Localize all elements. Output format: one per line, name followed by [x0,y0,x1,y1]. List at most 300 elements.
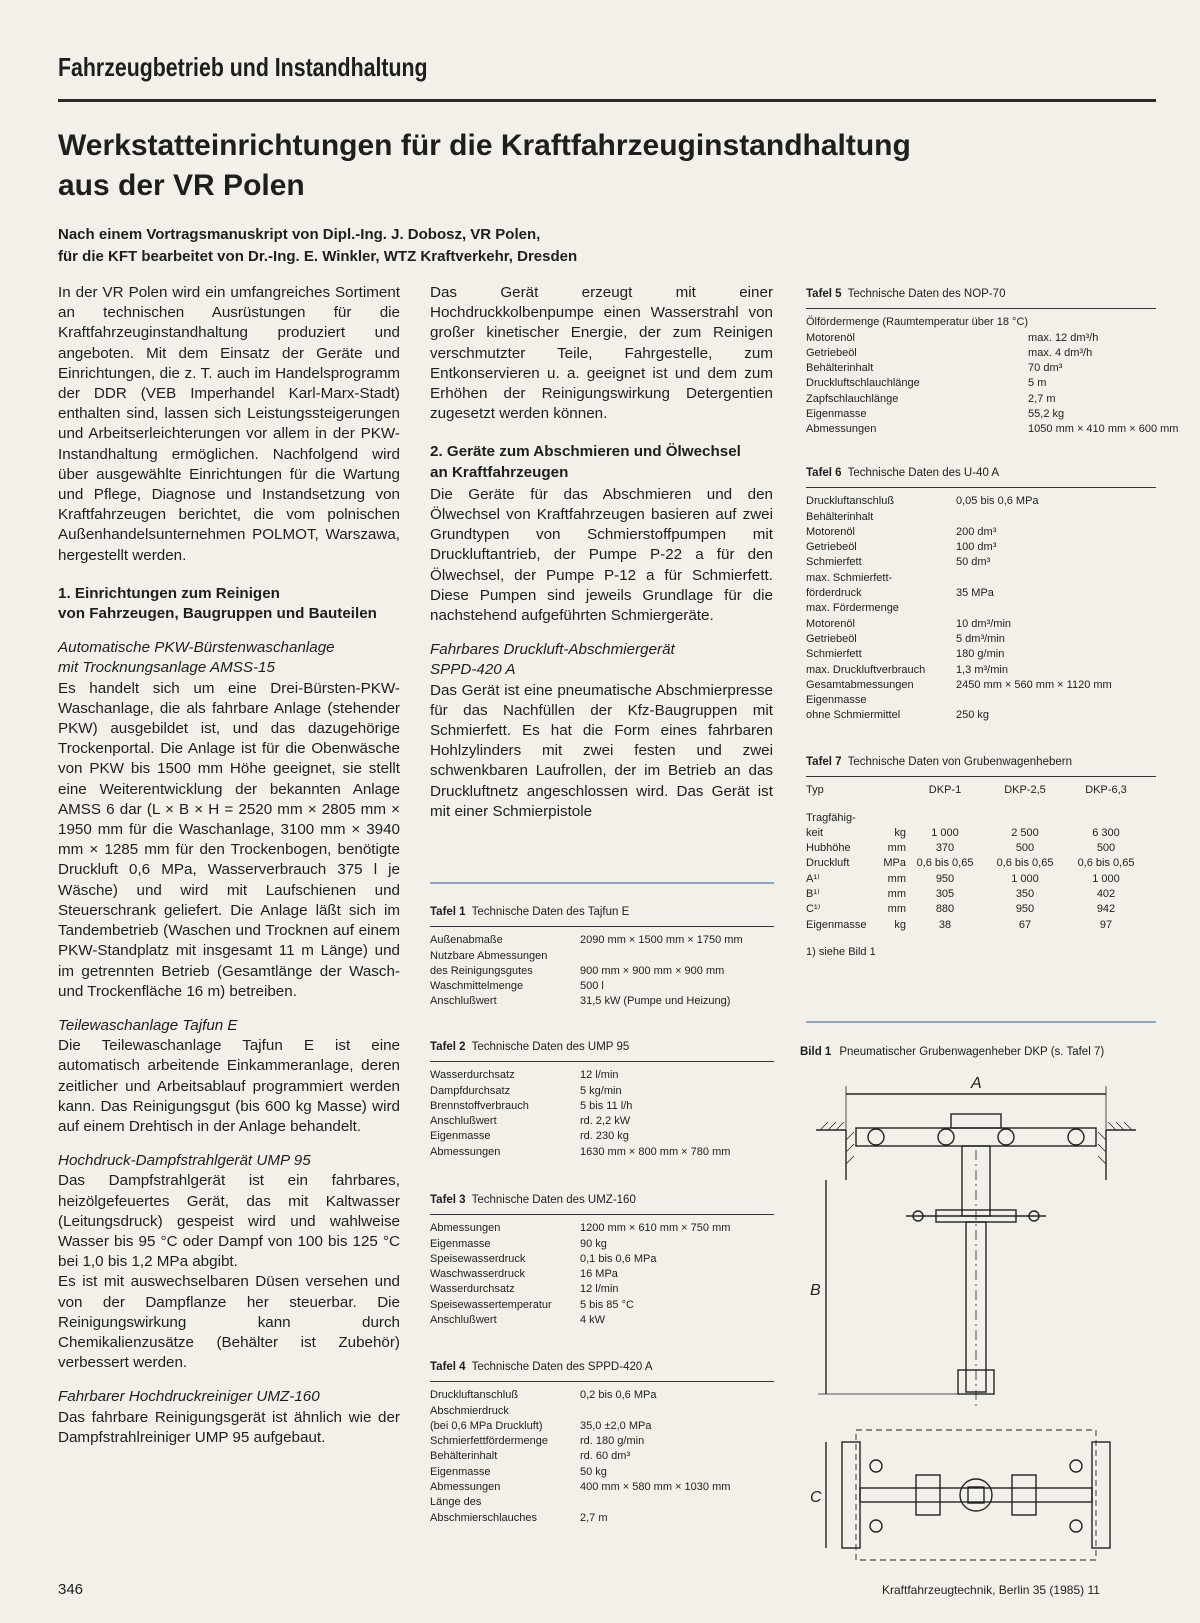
paragraph-sppd: Das Gerät ist eine pneumatische Abschmierpresse für das Nachfüllen der Kfz-Baugruppen mit Schmierfett. Es hat die Form eines fahrbaren Hohlzylinders mit zwei festen und zwei schwenkbaren Laufrollen, der im Betrieb an das Druckluftnetz angeschlossen wird. Das Gerät ist mit einer Schmierpistole [430,681,773,820]
row-label: förderdruck [806,587,862,600]
heading-1-line-1: 1. Einrichtungen zum Reinigen [58,584,280,602]
tafel-6-title: Technische Daten des U-40 A [847,467,1000,479]
tafel-7-table [806,783,1146,933]
row-value [1028,315,1178,330]
subheading-sppd-line-1: Fahrbares Druckluft-Abschmiergerät [430,641,675,659]
row-value: 35,0 ±2,0 MPa [580,1419,652,1432]
table-row [806,510,1112,525]
row-value [580,949,743,964]
row-label: max. Druckluftverbrauch [806,663,926,676]
column-1 [58,283,400,1448]
row-label: Waschwasserdruck [430,1268,525,1281]
plan-block-right [1012,1475,1036,1515]
row-label: ohne Schmiermittel [806,709,901,722]
table-row [430,1298,730,1313]
row-label: Behälterinhalt [430,1450,498,1463]
table-cell: Eigenmasse [806,918,867,931]
subheading-amss-line-2: mit Trocknungsanlage AMSS-15 [58,659,275,677]
subheading-amss-line-1: Automatische PKW-Bürstenwaschanlage [58,639,335,657]
row-label: Getriebeöl [806,632,857,645]
row-value: 5 bis 11 l/h [580,1099,633,1112]
paragraph-umz-cont: Das Gerät erzeugt mit einer Hochdruckkolbenpumpe einen Wasserstrahl von großer kinetischer Energie, der zum Reinigen verschmutzter Teile, Fahrgestelle, zum Entkonservieren u. a. geeignet ist und dem zum Erhöhen der Reinigungswirkung Detergentien zugesetzt werden können. [430,284,773,423]
row-label: des Reinigungsgutes [430,964,533,977]
tafel-4-title: Technische Daten des SPPD-420 A [471,1361,653,1373]
table-cell: mm [887,903,906,916]
tafel-6-number: Tafel 6 [806,467,842,479]
table-cell: 1 000 [1011,872,1039,885]
lower-cylinder [966,1222,986,1392]
row-label: Behälterinhalt [806,362,874,375]
table-row [430,1449,730,1464]
table-row [806,361,1178,376]
table-cell: 402 [1096,888,1116,901]
table-cell: Hubhöhe [806,842,851,855]
table-row [806,918,1146,933]
table-row [430,1511,730,1526]
table-row [430,1465,730,1480]
heading-section-2 [430,442,773,482]
row-value [580,1404,730,1419]
row-value: 250 kg [956,709,990,722]
table-row [430,1480,730,1495]
paragraph-ump: Das Dampfstrahlgerät ist ein fahrbares, heizölgefeuertes Gerät, das mit Kaltwasser (Leitungsdruck) gespeist wird und wahlweise Wasser bis 95 °C oder Dampf von 100 bis 125 °C bei 1,0 bis 1,2 MPa abgibt. [58,1172,400,1271]
table-cell: 305 [935,888,955,901]
table-cell: Tragfähig- [806,811,856,824]
plan-wheel-1 [870,1460,882,1472]
table-row [806,693,1112,708]
row-label: Waschmittelmenge [430,980,524,993]
table-row [806,811,1146,826]
table-row [430,1237,730,1252]
row-label: Gesamtabmessungen [806,678,914,691]
head-block [951,1114,1001,1128]
tafel-4-rule [430,1381,774,1382]
table-cell: MPa [883,857,906,870]
subheading-amss [58,638,400,678]
table-cell: 1 000 [1092,872,1120,885]
row-label: Zapfschlauchlänge [806,392,899,405]
table-cell [984,811,1066,826]
table-row [430,994,743,1009]
row-value: 90 kg [580,1237,607,1250]
row-value: max. 4 dm³/h [1028,346,1093,359]
paragraph-amss: Es handelt sich um eine Drei-Bürsten-PKW-Waschanlage, die als fahrbare Anlage (stehender PKW) ausgebildet ist, und das dazugehörige Trockenportal. Die Anlage ist für die Obenwäsche von PKW bis 1500 mm Höhe geeignet, sie stellt eine Weiterentwicklung der bekannten Anlage AMSS 6 dar (L × B × H = 2520 mm × 2805 mm × 1950 mm für die Waschanlage, 3100 mm × 3940 mm × 1285 mm für den Trockenbogen, benötigte Druckluft 0,6 MPa, Wasserverbrauch 375 l je Wäsche) und wird mit Laufschienen und Steuerschrank geliefert. Die Anlage läßt sich im Tandembetrieb (Waschen und Trocknen auf einem PKW-Standplatz mit insgesamt 11 m Länge) und im getrennten Betrieb (Gesamtlänge der Wasch- und Trockenfläche 16 m) betreiben. [58,679,400,1000]
table-cell: C¹⁾ [806,903,821,916]
table-row [806,586,1112,601]
table-cell: A¹⁾ [806,872,820,885]
paragraph-tajfun: Die Teilewaschanlage Tajfun E ist eine automatisch arbeitende Einkammeranlage, deren zeitlicher und Arbeitsablauf programmiert werden kann. Das Reinigungsgut (bis 600 kg Masse) wird auf einem Drehtisch in der Anlage behandelt. [58,1037,400,1135]
row-value: 1630 mm × 800 mm × 780 mm [580,1145,731,1158]
subheading-sppd [430,640,773,680]
table-cell: 942 [1096,903,1116,916]
table-row [430,949,743,964]
row-label: Abmessungen [430,1222,501,1235]
table-row [430,979,743,994]
table-row [806,663,1112,678]
table-row [430,1145,730,1160]
table-row [806,678,1112,693]
tafel-6 [806,466,1156,724]
table-cell: kg [894,918,906,931]
figure-number: Bild 1 [800,1046,832,1058]
row-label: Schmierfett [806,648,862,661]
table-row [430,1282,730,1297]
table-cell: 38 [938,918,952,931]
tafel-6-table [806,494,1112,723]
column-header: DKP-6,3 [1085,784,1127,797]
table-row [430,1084,730,1099]
tafel-2-number: Tafel 2 [430,1041,466,1053]
row-label: Anschlußwert [430,1314,497,1327]
row-value: 2090 mm × 1500 mm × 1750 mm [580,934,743,947]
table-cell: kg [894,826,906,839]
figure-caption [800,1046,1104,1058]
table-row [806,555,1112,570]
column-header: Typ [806,784,824,797]
table-cell: keit [806,826,824,839]
row-value: 0,1 bis 0,6 MPa [580,1252,657,1265]
tafel-7 [806,755,1156,960]
tafel-1-title: Technische Daten des Tajfun E [471,906,630,918]
table-cell: 950 [1015,903,1035,916]
table-row [806,632,1112,647]
table-row [806,392,1178,407]
beam-roller-left [868,1129,884,1145]
row-label: Druckluftanschluß [806,495,895,508]
heading-1-line-2: von Fahrzeugen, Baugruppen und Bauteilen [58,605,377,623]
table-cell: 350 [1015,888,1035,901]
row-value: 400 mm × 580 mm × 1030 mm [580,1481,731,1494]
article-title [58,126,1138,206]
plan-left-rail [842,1442,860,1548]
row-value: max. 12 dm³/h [1028,331,1099,344]
section-heading: Fahrzeugbetrieb und Instandhaltung [58,52,428,82]
heading-section-1 [58,584,400,624]
row-value: rd. 60 dm³ [580,1450,631,1463]
tafel-1-number: Tafel 1 [430,906,466,918]
row-label: Nutzbare Abmessungen [430,949,548,962]
table-cell: 2 500 [1011,826,1039,839]
intro-paragraph: In der VR Polen wird ein umfangreiches Sortiment an technischen Ausrüstungen für die Kraftfahrzeuginstandhaltung produziert und angeboten. Mit dem Einsatz der Geräte und Einrichtungen, die z. T. auch im Handelsprogramm der DDR (VEB Imperhandel Karl-Marx-Stadt) enthalten sind, lassen sich Leistungssteigerungen und Arbeitserleichterungen vor allem in der PKW-Instandhaltung ermöglichen. Nachfolgend wird über ausgewählte Einrichtungen für die Wartung und Pflege, Diagnose und Instandsetzung von Kraftfahrzeugen berichtet, die vom polnischen Außenhandelsunternehmen POLMOT, Warszawa, hergestellt werden. [58,284,400,564]
tafel-5-title: Technische Daten des NOP-70 [847,288,1006,300]
table-row [806,826,1146,841]
tafel-4-number: Tafel 4 [430,1361,466,1373]
title-line-1: Werkstatteinrichtungen für die Kraftfahrzeuginstandhaltung [58,129,911,162]
byline [58,224,577,268]
table-row [430,933,743,948]
row-label: Abschmierschlauches [430,1511,537,1524]
row-value: 55,2 kg [1028,408,1065,421]
table-row [806,887,1146,902]
table-row [430,1495,730,1510]
support-left [816,1122,854,1180]
plan-cylinder-core [968,1487,984,1503]
journal-footer: Kraftfahrzeugtechnik, Berlin 35 (1985) 11 [882,1583,1100,1597]
tafel-5-rule [806,308,1156,309]
table-row [806,540,1112,555]
column-header: DKP-1 [928,784,962,797]
row-value: 200 dm³ [956,525,997,538]
tafel-3 [430,1193,774,1328]
row-label: Abschmierdruck [430,1404,509,1417]
table-row [430,1252,730,1267]
row-value: 5 kg/min [580,1084,622,1097]
tafel-2 [430,1040,774,1160]
blue-separator-2 [806,1021,1156,1023]
table-row [806,902,1146,917]
tafel-7-caption [806,755,1156,770]
plan-outline [856,1430,1096,1560]
row-value [956,571,1112,586]
row-label: Schmierfett [806,556,862,569]
table-row [806,315,1178,330]
tafel-1 [430,905,774,1010]
row-label: (bei 0,6 MPa Druckluft) [430,1419,543,1432]
tafel-7-number: Tafel 7 [806,756,842,768]
table-row [430,1221,730,1236]
tafel-3-caption [430,1193,774,1208]
row-label: Speisewassertemperatur [430,1298,552,1311]
heading-2-line-1: 2. Geräte zum Abschmieren und Ölwechsel [430,443,741,461]
table-row [430,1419,730,1434]
column-header [868,783,906,810]
table-row [430,1404,730,1419]
label-c: C [810,1489,822,1506]
column-2 [430,283,773,822]
subheading-ump: Hochdruck-Dampfstrahlgerät UMP 95 [58,1152,311,1170]
table-row [806,617,1112,632]
table-row [430,964,743,979]
table-cell: mm [887,872,906,885]
column-header: DKP-2,5 [1004,784,1046,797]
row-value: 180 g/min [956,648,1005,661]
row-value: 1200 mm × 610 mm × 750 mm [580,1222,731,1235]
tafel-7-rule [806,776,1156,777]
paragraph-umz: Das fahrbare Reinigungsgerät ist ähnlich wie der Dampfstrahlreiniger UMP 95 aufgebaut. [58,1408,400,1446]
subheading-sppd-line-2: SPPD-420 A [430,661,516,679]
row-value: 5 m [1028,377,1047,390]
row-value [956,693,1112,708]
table-cell: 0,6 bis 0,65 [916,857,974,870]
tafel-4-caption [430,1360,774,1375]
table-cell: 880 [935,903,955,916]
row-value: rd. 2,2 kW [580,1115,631,1128]
table-cell: 97 [1099,918,1113,931]
row-value: rd. 230 kg [580,1130,629,1143]
table-row [430,1114,730,1129]
plan-wheel-4 [1070,1520,1082,1532]
row-label: Abmessungen [806,423,877,436]
tafel-5-caption [806,287,1156,302]
row-label: Eigenmasse [430,1237,491,1250]
row-value: 0,05 bis 0,6 MPa [956,495,1039,508]
table-cell: Druckluft [806,857,850,870]
tafel-1-caption [430,905,774,920]
row-label: Speisewasserdruck [430,1252,526,1265]
row-value: 2,7 m [1028,392,1056,405]
row-label: max. Schmierfett- [806,571,893,584]
row-value: 0,2 bis 0,6 MPa [580,1389,657,1402]
row-label: Eigenmasse [806,408,867,421]
row-label: Motorenöl [806,331,855,344]
row-value: rd. 180 g/min [580,1435,645,1448]
tafel-4 [430,1360,774,1526]
table-row [806,331,1178,346]
table-cell: 67 [1018,918,1032,931]
row-label: Abmessungen [430,1145,501,1158]
plan-beam [860,1488,1092,1502]
row-label: Druckluftanschluß [430,1389,519,1402]
table-row [806,376,1178,391]
table-row [806,422,1178,437]
table-row [806,708,1112,723]
table-row [806,494,1112,509]
table-row [806,856,1146,871]
row-label: Getriebeöl [806,346,857,359]
table-cell: 500 [1096,842,1116,855]
figure-drawing [806,1070,1156,1570]
tafel-5-table [806,315,1178,437]
table-row [430,1313,730,1328]
row-value: 100 dm³ [956,541,997,554]
tafel-5-number: Tafel 5 [806,288,842,300]
row-value [580,1495,730,1510]
tafel-1-table [430,933,743,1009]
row-label: Motorenöl [806,525,855,538]
top-beam [856,1128,1096,1146]
table-row [806,407,1178,422]
paragraph-schmier: Die Geräte für das Abschmieren und den Ölwechsel von Kraftfahrzeugen basieren auf zwei Grundtypen von Schmierstoffpumpen mit Druckluftantrieb, der Pumpe P-22 a für den Ölwechsel, der Pumpe P-12 a für Schmierfett. Diese Pumpen sind jeweils Grundlage für die nachstehend aufgeführten Schmiergeräte. [430,485,773,625]
table-cell: mm [887,888,906,901]
beam-roller-mid-left [938,1129,954,1145]
tafel-3-table [430,1221,730,1328]
subheading-umz: Fahrbarer Hochdruckreiniger UMZ-160 [58,1388,320,1406]
tafel-7-title: Technische Daten von Grubenwagenhebern [847,756,1072,768]
label-a: A [971,1075,982,1092]
row-label: Eigenmasse [430,1465,491,1478]
table-cell: 1 000 [931,826,959,839]
row-value: 1050 mm × 410 mm × 600 mm [1028,423,1179,436]
row-label: Motorenöl [806,617,855,630]
row-label: Dampfdurchsatz [430,1084,511,1097]
tafel-2-table [430,1068,730,1160]
row-label: Anschlußwert [430,1115,497,1128]
row-value: 12 l/min [580,1283,619,1296]
tafel-5 [806,287,1179,438]
row-label: Länge des [430,1496,482,1509]
row-value: 50 dm³ [956,556,991,569]
tafel-1-rule [430,926,774,927]
tafel-7-note: 1) siehe Bild 1 [806,945,876,958]
table-cell: 0,6 bis 0,65 [996,857,1054,870]
plan-cylinder [960,1479,992,1511]
row-value: 500 l [580,980,604,993]
page-number: 346 [58,1581,84,1598]
table-row [806,346,1178,361]
row-label: Eigenmasse [806,694,867,707]
table-cell: mm [887,842,906,855]
table-row [806,601,1112,616]
tafel-4-table [430,1388,730,1526]
table-cell: 6 300 [1092,826,1120,839]
plan-block-left [916,1475,940,1515]
table-cell: 370 [935,842,955,855]
row-label: max. Fördermenge [806,602,899,615]
table-row [430,1068,730,1083]
table-cell: 0,6 bis 0,65 [1077,857,1135,870]
table-cell: 950 [935,872,955,885]
subheading-tajfun: Teilewaschanlage Tajfun E [58,1016,238,1034]
table-row [430,1129,730,1144]
tafel-2-title: Technische Daten des UMP 95 [471,1041,630,1053]
support-right [1098,1122,1136,1180]
table-cell [1066,811,1146,826]
row-label: Druckluftschlauchlänge [806,377,920,390]
row-label: Wasserdurchsatz [430,1069,515,1082]
table-row [430,1267,730,1282]
heading-2-line-2: an Kraftfahrzeugen [430,463,569,481]
row-value: 12 l/min [580,1069,619,1082]
table-row [806,841,1146,856]
row-value: 2,7 m [580,1511,608,1524]
row-value: 10 dm³/min [956,617,1012,630]
table-cell [868,811,906,826]
figure-caption-text: Pneumatischer Grubenwagenheber DKP (s. Tafel 7) [839,1046,1105,1058]
row-value: 5 bis 85 °C [580,1298,634,1311]
row-value [956,601,1112,616]
row-value: 50 kg [580,1465,607,1478]
tafel-3-title: Technische Daten des UMZ-160 [471,1194,636,1206]
row-value: 16 MPa [580,1268,618,1281]
beam-roller-mid-right [998,1129,1014,1145]
row-label: Abmessungen [430,1481,501,1494]
row-label: Brennstoffverbrauch [430,1099,529,1112]
row-label: Eigenmasse [430,1130,491,1143]
tafel-3-rule [430,1214,774,1215]
table-cell: 500 [1015,842,1035,855]
title-line-2: aus der VR Polen [58,169,305,202]
blue-separator [430,882,774,884]
row-label: Behälterinhalt [806,510,874,523]
row-value: 5 dm³/min [956,632,1005,645]
header-rule [58,99,1156,102]
row-value: 1,3 m³/min [956,663,1008,676]
table-cell [906,811,984,826]
tafel-2-rule [430,1061,774,1062]
row-value: 900 mm × 900 mm × 900 mm [580,964,725,977]
table-row [430,1388,730,1403]
row-value [956,510,1112,525]
table-row [806,872,1146,887]
row-label: Schmierfettfördermenge [430,1435,548,1448]
table-row [806,647,1112,662]
plan-wheel-2 [1070,1460,1082,1472]
plan-right-rail [1092,1442,1110,1548]
table-row [430,1099,730,1114]
row-label: Außenabmaße [430,934,503,947]
byline-line-1: Nach einem Vortragsmanuskript von Dipl.-Ing. J. Dobosz, VR Polen, [58,226,541,243]
tafel-2-caption [430,1040,774,1055]
plan-wheel-3 [870,1520,882,1532]
row-value: 4 kW [580,1314,606,1327]
table-row [806,525,1112,540]
tafel-3-number: Tafel 3 [430,1194,466,1206]
byline-line-2: für die KFT bearbeitet von Dr.-Ing. E. Winkler, WTZ Kraftverkehr, Dresden [58,248,578,265]
tafel-6-caption [806,466,1156,481]
label-b: B [810,1282,821,1299]
table-row [806,571,1112,586]
tafel-6-rule [806,487,1156,488]
